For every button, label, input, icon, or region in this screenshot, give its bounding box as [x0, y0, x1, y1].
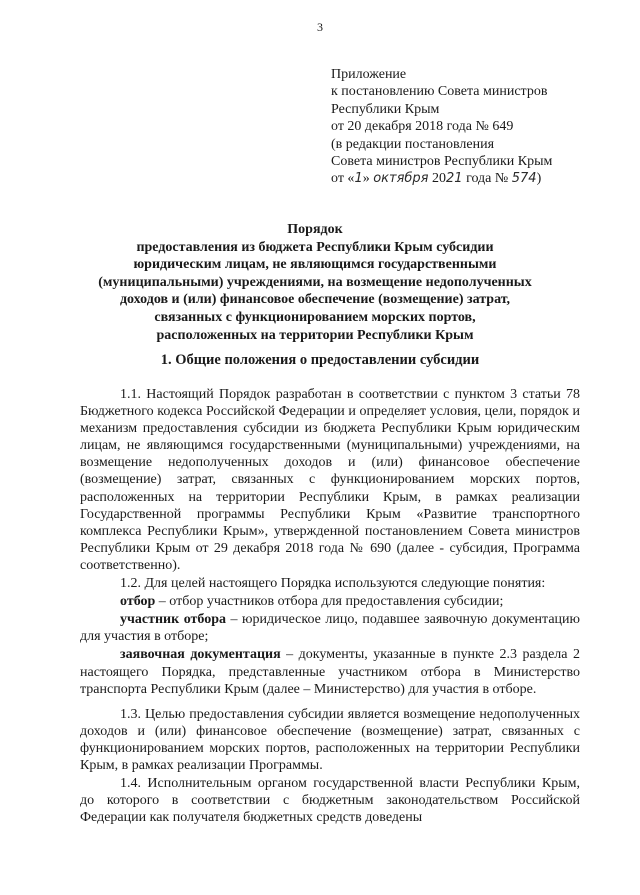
appendix-line: Республики Крым: [331, 101, 440, 117]
paragraph-1-3: 1.3. Целью предоставления субсидии является возмещение недополученных доходов и (или) финансовое обеспечение (возмещение) затрат, связанных с функционированием морских портов, расположенных на территории Республики Крым, в рамках реализации Программы.: [80, 706, 580, 773]
appendix-block: [331, 66, 621, 188]
title-line: расположенных на территории Республики Крым: [156, 327, 474, 343]
date-prefix: от «: [331, 171, 355, 187]
handwritten-month: октября: [373, 171, 429, 187]
paragraph-1-4: 1.4. Исполнительным органом государственной власти Республики Крым, до которого в соответствии с бюджетным законодательством Российской Федерации как получателя бюджетных средств доведены: [80, 776, 580, 826]
title-line: связанных с функционированием морских портов,: [154, 309, 476, 325]
appendix-line: к постановлению Совета министров: [331, 84, 548, 100]
date-mid: »: [362, 171, 374, 187]
appendix-date-line: [331, 170, 621, 187]
title-line: юридическим лицам, не являющимся государственными: [133, 257, 497, 273]
definition-text: – документы, указанные в пункте 2.3 раздела 2 настоящего Порядка, представленные участником отбора в Министерство транспорта Республики Крым (далее – Министерство) для участия в отборе.: [80, 647, 580, 697]
handwritten-year: 21: [446, 171, 463, 187]
definition-participant: [80, 611, 580, 645]
paragraph-1-1: 1.1. Настоящий Порядок разработан в соответствии с пунктом 3 статьи 78 Бюджетного кодекса Российской Федерации и определяет условия, цели, порядок и механизм предоставления субсидии из бюджета Республики Крым юридическим лицам, не являющимся государственными (муниципальными) учреждениями, на возмещение недополученных доходов и (или) финансовое обеспечение (возмещение) затрат, связанных с функционированием морских портов, расположенных на территории Республики Крым, в рамках реализации Государственной программы Республики Крым «Развитие транспортного комплекса Республики Крым», утвержденной постановлением Совета министров Республики Крым от 29 декабря 2018 года № 690 (далее - субсидия, Программа соответственно).: [80, 387, 580, 573]
date-mid: 20: [428, 171, 447, 187]
definition-term: отбор: [120, 594, 156, 610]
appendix-line: от 20 декабря 2018 года № 649: [331, 119, 514, 135]
document-title: [70, 221, 560, 344]
section-heading: 1. Общие положения о предоставлении субсидии: [160, 352, 480, 368]
date-mid: года №: [462, 171, 512, 187]
definition-term: участник отбора: [120, 612, 226, 628]
title-line: доходов и (или) финансовое обеспечение (возмещение) затрат,: [119, 292, 511, 308]
appendix-line: Совета министров Республики Крым: [331, 154, 553, 170]
title-heading: Порядок: [287, 222, 343, 237]
definition-text: – юридическое лицо, подавшее заявочную документацию для участия в отборе;: [80, 612, 580, 645]
appendix-line: (в редакции постановления: [331, 136, 495, 152]
definition-term: заявочная документация: [120, 647, 281, 663]
page-number: 3: [317, 20, 323, 34]
date-suffix: ): [536, 171, 542, 187]
handwritten-number: 574: [511, 171, 537, 187]
document-body: [80, 386, 580, 826]
definition-application-docs: [80, 646, 580, 697]
paragraph-1-2: 1.2. Для целей настоящего Порядка используются следующие понятия:: [120, 576, 546, 592]
definition-selection: [80, 593, 580, 610]
definition-text: – отбор участников отбора для предоставления субсидии;: [155, 594, 504, 610]
appendix-line: Приложение: [331, 67, 407, 82]
title-line: предоставления из бюджета Республики Крым субсидии: [136, 239, 494, 255]
title-line: (муниципальными) учреждениями, на возмещение недополученных: [98, 274, 532, 290]
handwritten-day: 1: [354, 171, 363, 187]
